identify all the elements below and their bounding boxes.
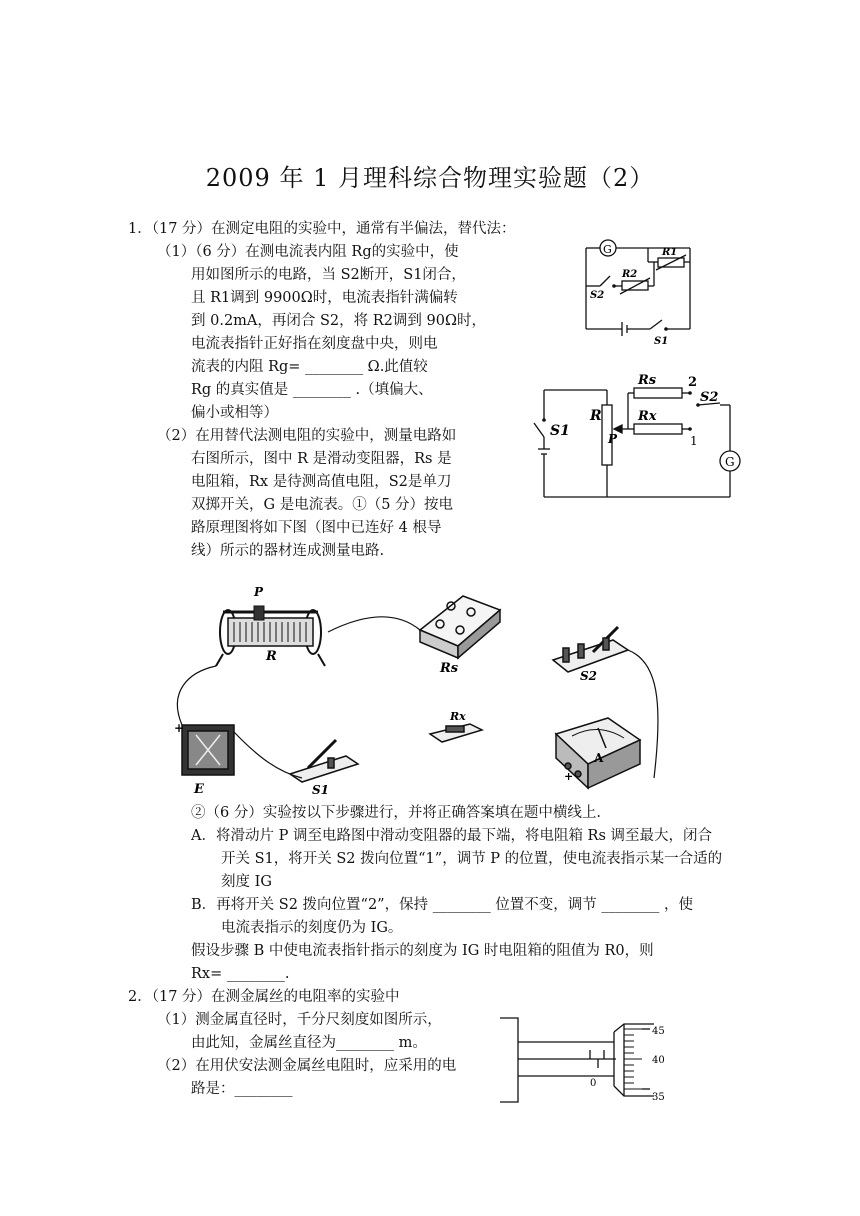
q1-heading: 1．（17 分）在测定电阻的实验中，通常有半偏法，替代法： xyxy=(128,221,516,237)
r2-label: R2 xyxy=(622,269,638,280)
q1-p2-line: 路原理图将如下图（图中已连好 4 根导 xyxy=(191,520,442,536)
step-a-line: A．将滑动片 P 调至电路图中滑动变阻器的最下端，将电阻箱 Rs 调至最大，闭合 xyxy=(191,828,713,844)
micrometer-tick-40: 40 xyxy=(652,1055,665,1066)
substitution-circuit-diagram xyxy=(530,365,752,503)
assumption-line: Rx= ________. xyxy=(191,966,290,982)
step-b-line: B．再将开关 S2 拨向位置“2”，保持 ________ 位置不变，调节 ________ ，使 xyxy=(191,897,694,913)
s1-label: S1 xyxy=(654,336,669,347)
q1-p2-line: 右图所示，图中 R 是滑动变阻器，Rs 是 xyxy=(191,451,452,467)
micrometer-tick-45: 45 xyxy=(652,1026,665,1037)
q1-p2-line: （2）在用替代法测电阻的实验中，测量电路如 xyxy=(157,428,457,444)
q1-p1-line: 到 0.2mA，再闭合 S2，将 R2调到 90Ω时， xyxy=(191,313,486,329)
half-deflection-circuit-diagram xyxy=(578,236,698,348)
s1-label: S1 xyxy=(312,783,330,794)
r1-label: R1 xyxy=(662,247,678,258)
q2-line: 路是：________ xyxy=(191,1081,293,1097)
battery-plus-label: + xyxy=(174,721,185,735)
q1-p1-line: （1）（6 分）在测电流表内阻 Rg的实验中，使 xyxy=(157,244,459,260)
position-1-label: 1 xyxy=(690,434,698,448)
rx-label: Rx xyxy=(450,710,466,723)
resistance-box-label: Rs xyxy=(440,661,459,676)
q1-p2-line: 电阻箱，Rx 是待测高值电阻，S2是单刀 xyxy=(191,474,452,490)
q2-heading: 2．（17 分）在测金属丝的电阻率的实验中 xyxy=(128,989,400,1005)
micrometer-tick-35: 35 xyxy=(652,1092,665,1103)
q1-p1-line: 电流表指针正好指在刻度盘中央，则电 xyxy=(191,336,438,352)
position-2-label: 2 xyxy=(688,375,698,390)
q2-line: （1）测金属直径时，千分尺刻度如图所示， xyxy=(157,1012,442,1028)
page-title: 2009 年 1 月理科综合物理实验题（2） xyxy=(205,164,655,192)
battery xyxy=(182,725,234,775)
s2-label: S2 xyxy=(590,290,605,301)
galvanometer-label: G xyxy=(603,243,612,256)
rx-label: Rx xyxy=(638,409,657,424)
micrometer-zero: 0 xyxy=(590,1078,597,1089)
q1-p2-line: 双掷开关，G 是电流表。①（5 分）按电 xyxy=(191,497,454,513)
resistance-box xyxy=(420,596,500,658)
step-intro: ②（6 分）实验按以下步骤进行，并将正确答案填在题中横线上. xyxy=(191,805,601,821)
micrometer-scale-figure xyxy=(494,1016,676,1104)
single-pole-double-throw-switch xyxy=(553,627,628,672)
s2-label: S2 xyxy=(580,669,598,683)
s1-label: S1 xyxy=(550,423,570,439)
r-label: R xyxy=(590,408,602,424)
rheostat-r-label: R xyxy=(266,649,277,664)
galvanometer-label: G xyxy=(725,455,735,469)
q1-p1-line: Rg 的真实值是 ________ .（填偏大、 xyxy=(191,382,433,398)
step-a-line: 开关 S1，将开关 S2 拨向位置“1”，调节 P 的位置，使电流表指示某一合适的 xyxy=(221,851,723,867)
slider-p-label: P xyxy=(254,585,264,599)
test-resistor xyxy=(430,724,482,742)
q1-p2-line: 线）所示的器材连成测量电路. xyxy=(191,543,385,559)
apparatus-wiring-figure xyxy=(168,582,668,794)
step-b-line: 电流表指示的刻度仍为 IG。 xyxy=(221,920,403,936)
step-a-line: 刻度 IG xyxy=(221,874,272,890)
p-label: P xyxy=(608,432,618,446)
q1-p1-line: 流表的内阻 Rg= ________ Ω.此值较 xyxy=(191,359,428,375)
q1-p1-line: 且 R1调到 9900Ω时，电流表指针满偏转 xyxy=(191,290,458,306)
ammeter-label: A xyxy=(594,751,604,765)
knife-switch xyxy=(290,740,358,782)
q2-line: （2）在用伏安法测金属丝电阻时，应采用的电 xyxy=(157,1058,457,1074)
assumption-line: 假设步骤 B 中使电流表指针指示的刻度为 IG 时电阻箱的阻值为 R0，则 xyxy=(191,943,654,959)
ammeter-plus-label: + xyxy=(564,770,574,783)
rs-label: Rs xyxy=(638,373,657,388)
q2-line: 由此知，金属丝直径为________ m。 xyxy=(191,1035,427,1051)
q1-p1-line: 用如图所示的电路，当 S2断开，S1闭合， xyxy=(191,267,466,283)
battery-label: E xyxy=(194,782,204,794)
q1-p1-line: 偏小或相等） xyxy=(191,405,278,421)
s2-label: S2 xyxy=(700,390,719,405)
